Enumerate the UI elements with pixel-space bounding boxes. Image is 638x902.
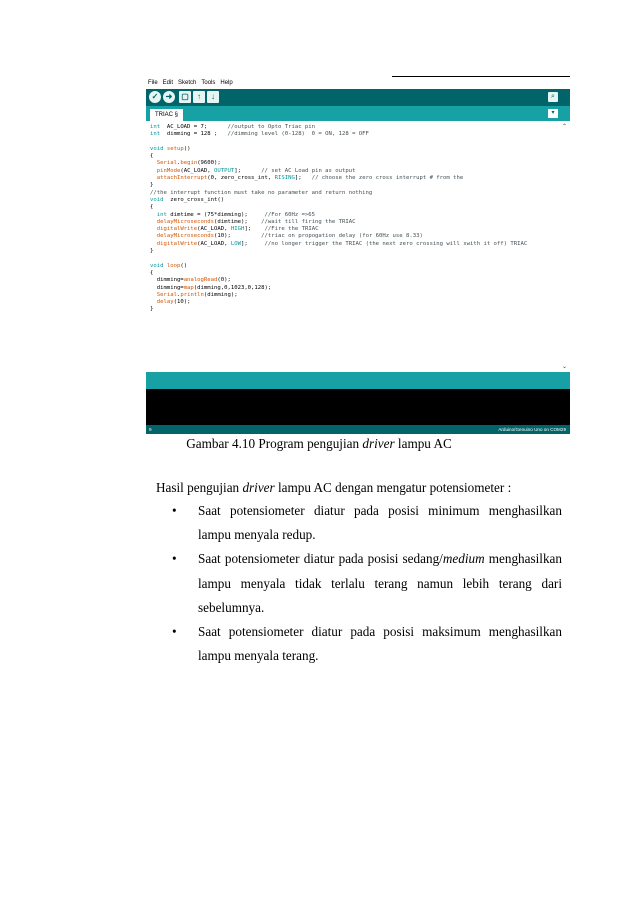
code-token: . — [176, 160, 181, 167]
code-token: //output to Opto Triac pin — [227, 124, 316, 130]
code-line — [150, 306, 560, 313]
code-token: void — [150, 262, 164, 269]
list-item: • Saat potensiometer diatur pada posisi sedang/medium menghasilkan lampu menyala tidak terlalu terang namun lebih terang dari sebelumnya. — [170, 547, 562, 620]
code-token: //Fire the TRIAC — [264, 226, 319, 233]
code-token: (AC_LOAD, — [197, 240, 231, 247]
code-token: //triac on propogation delay (for 60Hz use 8.33) — [261, 233, 423, 240]
code-token: OUTPUT — [214, 167, 235, 174]
code-token — [150, 226, 157, 232]
code-line — [150, 139, 560, 146]
serial-monitor-icon[interactable]: ⌕ — [548, 92, 558, 102]
code-token: map — [183, 284, 194, 291]
code-token: { — [150, 204, 154, 211]
list-item: • Saat potensiometer diatur pada posisi maksimum menghasilkan lampu menyala terang. — [170, 620, 562, 668]
code-token — [150, 292, 157, 298]
menu-bar — [146, 78, 570, 88]
code-token: setup — [166, 145, 184, 152]
code-token — [150, 160, 157, 166]
code-token: (10); — [214, 233, 262, 240]
code-token: int — [150, 131, 161, 138]
code-token — [150, 175, 157, 181]
toolbar — [146, 89, 570, 106]
code-line — [150, 168, 560, 175]
code-token: (10); — [173, 299, 191, 306]
list-item: • Saat potensiometer diatur pada posisi minimum menghasilkan lampu menyala redup. — [170, 499, 562, 547]
code-line — [150, 175, 560, 182]
code-line — [150, 124, 560, 131]
code-editor[interactable] — [146, 121, 570, 372]
code-token: ]; — [244, 226, 265, 233]
code-token: delayMicroseconds — [156, 218, 215, 225]
code-token: begin — [180, 160, 198, 167]
menu-help[interactable]: Help — [220, 80, 233, 86]
code-token: //For 60Hz =>65 — [264, 211, 316, 218]
code-token: int — [156, 211, 167, 218]
code-token: //wait till firing the TRIAC — [261, 218, 356, 225]
code-line — [150, 292, 560, 299]
result-list — [170, 499, 562, 668]
code-token: AC_LOAD = 7; — [160, 124, 228, 130]
code-token: dimming= — [150, 284, 184, 291]
code-token: (AC_LOAD, — [197, 226, 231, 233]
code-line — [150, 255, 560, 262]
code-line — [150, 219, 560, 226]
code-token: ]; — [294, 175, 312, 182]
code-token: (dimming,0,1023,0,128); — [193, 284, 272, 291]
code-token: (0); — [217, 277, 231, 284]
menu-tools[interactable]: Tools — [201, 80, 216, 86]
code-token: void — [150, 145, 164, 152]
code-token: } — [150, 306, 154, 313]
code-line — [150, 299, 560, 306]
code-line — [150, 146, 560, 153]
bullet-icon: • — [172, 503, 177, 518]
code-line — [150, 226, 560, 233]
status-line-number: 9 — [149, 427, 152, 432]
console-output — [146, 389, 570, 425]
code-line — [150, 285, 560, 292]
save-sketch-icon[interactable]: ↓ — [207, 91, 219, 103]
code-token: Serial — [156, 291, 177, 298]
code-line — [150, 263, 560, 270]
code-token — [150, 233, 157, 239]
code-token — [150, 299, 157, 305]
code-token: () — [183, 145, 191, 152]
code-token: digitalWrite — [156, 226, 198, 233]
code-token: println — [180, 291, 204, 298]
code-token: //the interrupt function must take no parameter and return nothing — [150, 189, 373, 196]
code-token: void — [150, 196, 164, 203]
tab-bar — [146, 106, 570, 121]
code-token: () — [180, 262, 188, 269]
tab-triac[interactable]: TRIAC § — [150, 109, 183, 121]
code-line — [150, 241, 560, 248]
code-token: HIGH — [230, 226, 245, 233]
code-line — [150, 197, 560, 204]
code-token: // choose the zero cross interrupt # from the — [311, 175, 464, 182]
verify-icon[interactable]: ✓ — [149, 91, 161, 103]
code-line — [150, 277, 560, 284]
tab-menu-icon[interactable]: ▾ — [548, 109, 558, 118]
open-sketch-icon[interactable]: ↑ — [193, 91, 205, 103]
bullet-icon: • — [172, 551, 177, 567]
code-token: ]; — [240, 240, 265, 247]
code-token: // set AC Load pin as output — [261, 167, 356, 174]
code-token — [150, 219, 157, 225]
bullet-icon: • — [172, 624, 177, 640]
code-line — [150, 270, 560, 277]
upload-icon[interactable]: ➜ — [163, 91, 175, 103]
code-token: int — [150, 124, 161, 130]
message-bar — [146, 372, 570, 389]
code-token: } — [150, 182, 154, 189]
code-token: (AC_LOAD, — [180, 167, 215, 174]
code-token: analogRead — [183, 277, 218, 284]
result-intro-paragraph: Hasil pengujian driver lampu AC dengan mengatur potensiometer : — [156, 480, 512, 495]
code-text — [150, 124, 560, 314]
menu-sketch[interactable]: Sketch — [178, 80, 197, 86]
code-line — [150, 190, 560, 197]
arduino-ide-screenshot — [146, 76, 570, 434]
scroll-up-icon[interactable]: ⌃ — [561, 124, 567, 130]
code-line — [150, 204, 560, 211]
code-token: Serial — [156, 160, 177, 167]
figure-caption: Gambar 4.10 Program pengujian driver lampu AC — [186, 436, 452, 451]
code-token: LOW — [230, 240, 241, 247]
code-line — [150, 160, 560, 167]
code-token: delay — [156, 299, 174, 306]
code-token: ]; — [234, 167, 262, 174]
new-sketch-icon[interactable]: ▢ — [179, 91, 191, 103]
code-token: pinMode — [156, 167, 181, 174]
code-token — [150, 168, 157, 174]
code-token: dimtime = (75*dimming); — [166, 211, 265, 218]
code-token: dimming= — [150, 277, 184, 284]
code-token: attachInterrupt — [156, 175, 208, 182]
code-token — [150, 241, 157, 247]
code-token: //no longer trigger the TRIAC (the next zero crossing will swith it off) TRIAC — [264, 240, 528, 247]
code-token: digitalWrite — [156, 240, 198, 247]
window-edge-line — [392, 76, 570, 77]
code-token: { — [150, 153, 154, 160]
menu-edit[interactable]: Edit — [162, 80, 174, 86]
code-line — [150, 248, 560, 255]
code-token: (9600); — [197, 160, 221, 167]
code-token: { — [150, 269, 154, 276]
code-token: loop — [166, 262, 181, 269]
code-token — [150, 212, 157, 218]
code-token: dimming = 128 ; — [160, 131, 228, 138]
code-token: . — [176, 291, 181, 298]
status-bar — [146, 425, 570, 434]
code-token: } — [150, 248, 154, 255]
status-board-info: Arduino/Genuino Uno on COM29 — [498, 427, 566, 432]
code-token: RISING — [274, 175, 295, 182]
code-token: (0, zero_cross_int, — [207, 175, 275, 182]
menu-file[interactable]: File — [148, 80, 158, 86]
code-token: (dimming); — [203, 291, 238, 298]
code-token: zero_cross_int() — [163, 196, 225, 203]
scroll-down-icon[interactable]: ⌄ — [561, 364, 567, 370]
code-token: delayMicroseconds — [156, 233, 215, 240]
code-token: //dimming level (0-128) 0 = ON, 128 = OFF — [227, 131, 369, 138]
code-line — [150, 153, 560, 160]
code-line — [150, 131, 560, 138]
code-line — [150, 182, 560, 189]
code-line — [150, 212, 560, 219]
code-token: (dimtime); — [214, 218, 262, 225]
code-line — [150, 233, 560, 240]
